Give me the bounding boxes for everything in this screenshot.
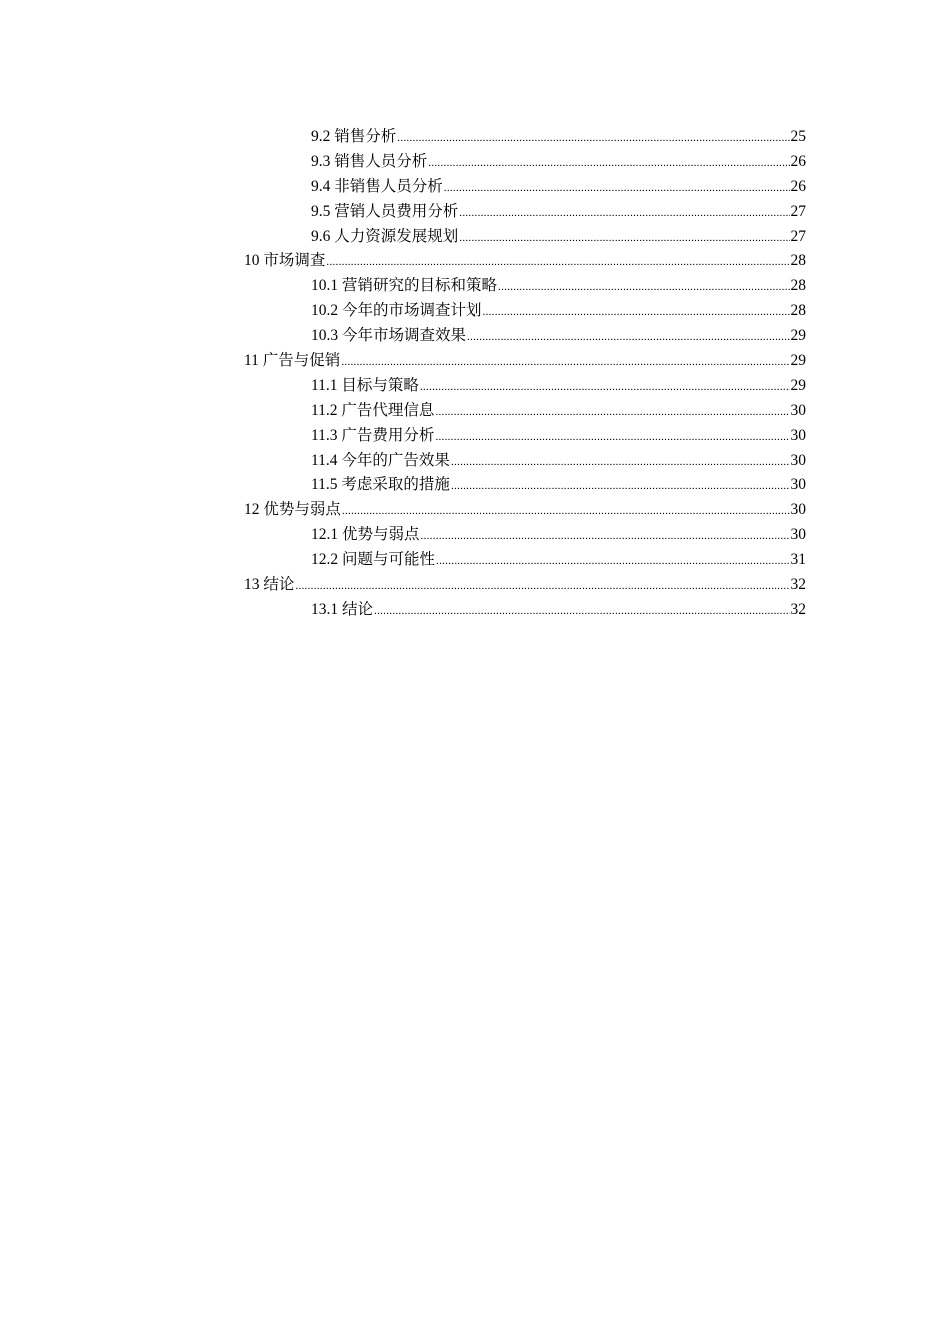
toc-entry[interactable] — [244, 498, 806, 523]
toc-dot-leader — [435, 425, 789, 449]
toc-dot-leader — [435, 400, 789, 424]
toc-entry-title: 11.2 广告代理信息 — [311, 401, 435, 419]
toc-entry-title: 11.3 广告费用分析 — [311, 426, 435, 444]
toc-dot-leader — [483, 300, 790, 324]
toc-dot-leader — [451, 450, 790, 474]
toc-entry-page-number: 30 — [790, 476, 806, 494]
toc-entry[interactable] — [244, 125, 806, 150]
toc-entry-title: 9.5 营销人员费用分析 — [311, 202, 459, 220]
toc-entry[interactable] — [244, 274, 806, 299]
toc-entry-title: 9.2 销售分析 — [311, 128, 397, 145]
toc-entry-page-number: 26 — [790, 177, 806, 195]
toc-dot-leader — [420, 375, 790, 399]
toc-entry[interactable] — [244, 424, 806, 449]
toc-dot-leader — [451, 474, 790, 498]
toc-dot-leader — [467, 325, 789, 349]
toc-dot-leader — [459, 226, 789, 250]
toc-entry-title: 9.4 非销售人员分析 — [311, 177, 443, 195]
toc-entry[interactable] — [244, 324, 806, 349]
toc-entry-page-number: 31 — [790, 551, 806, 569]
toc-dot-leader — [342, 499, 790, 523]
toc-entry-page-number: 28 — [790, 252, 806, 270]
toc-entry[interactable] — [244, 249, 806, 274]
toc-entry-page-number: 26 — [790, 152, 806, 170]
toc-entry-page-number: 30 — [790, 426, 806, 444]
toc-entry-title: 13 结论 — [244, 576, 295, 594]
toc-entry[interactable] — [244, 598, 806, 623]
toc-dot-leader — [459, 201, 789, 225]
toc-entry-page-number: 27 — [790, 227, 806, 245]
toc-entry-page-number: 29 — [790, 352, 806, 370]
toc-dot-leader — [498, 275, 789, 299]
toc-dot-leader — [295, 574, 789, 598]
toc-entry-page-number: 29 — [790, 327, 806, 345]
toc-entry[interactable] — [244, 573, 806, 598]
toc-dot-leader — [326, 250, 789, 274]
toc-dot-leader — [397, 126, 789, 150]
toc-entry-title: 11 广告与促销 — [244, 352, 341, 370]
toc-entry[interactable] — [244, 449, 806, 474]
toc-entry-title: 11.1 目标与策略 — [311, 376, 419, 394]
toc-entry[interactable] — [244, 399, 806, 424]
toc-dot-leader — [374, 599, 789, 623]
toc-entry-page-number: 28 — [790, 302, 806, 320]
toc-entry[interactable] — [244, 225, 806, 250]
toc-dot-leader — [341, 350, 789, 374]
toc-entry[interactable] — [244, 473, 806, 498]
toc-entry-title: 9.3 销售人员分析 — [311, 152, 428, 170]
toc-entry-title: 11.5 考虑采取的措施 — [311, 476, 450, 494]
toc-entry-title: 12.1 优势与弱点 — [311, 526, 420, 544]
toc-entry-page-number: 27 — [790, 202, 806, 220]
toc-dot-leader — [436, 549, 789, 573]
toc-dot-leader — [428, 151, 789, 175]
toc-entry[interactable] — [244, 150, 806, 175]
toc-entry-page-number: 29 — [790, 376, 806, 394]
toc-entry-title: 12.2 问题与可能性 — [311, 551, 436, 569]
toc-entry-title: 10 市场调查 — [244, 252, 326, 270]
toc-entry[interactable] — [244, 374, 806, 399]
toc-entry-page-number: 32 — [790, 576, 806, 594]
toc-entry[interactable] — [244, 200, 806, 225]
toc-entry-page-number: 30 — [790, 451, 806, 469]
toc-entry-page-number: 30 — [790, 401, 806, 419]
toc-entry-title: 10.1 营销研究的目标和策略 — [311, 277, 498, 295]
toc-entry-page-number: 30 — [790, 501, 806, 519]
toc-entry[interactable] — [244, 175, 806, 200]
toc-entry-title: 12 优势与弱点 — [244, 501, 341, 519]
toc-entry[interactable] — [244, 548, 806, 573]
toc-entry-page-number: 25 — [790, 128, 806, 145]
toc-entry-page-number: 32 — [790, 600, 806, 618]
toc-entry[interactable] — [244, 299, 806, 324]
toc-entry-title: 10.3 今年市场调查效果 — [311, 327, 467, 345]
toc-dot-leader — [444, 176, 790, 200]
toc-dot-leader — [421, 524, 790, 548]
toc-entry-page-number: 30 — [790, 526, 806, 544]
toc-entry-title: 13.1 结论 — [311, 600, 374, 618]
toc-entry-title: 9.6 人力资源发展规划 — [311, 227, 459, 245]
toc-entry-page-number: 28 — [790, 277, 806, 295]
toc-entry-title: 10.2 今年的市场调查计划 — [311, 302, 482, 320]
toc-entry[interactable] — [244, 523, 806, 548]
table-of-contents — [244, 125, 806, 623]
toc-entry-title: 11.4 今年的广告效果 — [311, 451, 450, 469]
toc-entry[interactable] — [244, 349, 806, 374]
